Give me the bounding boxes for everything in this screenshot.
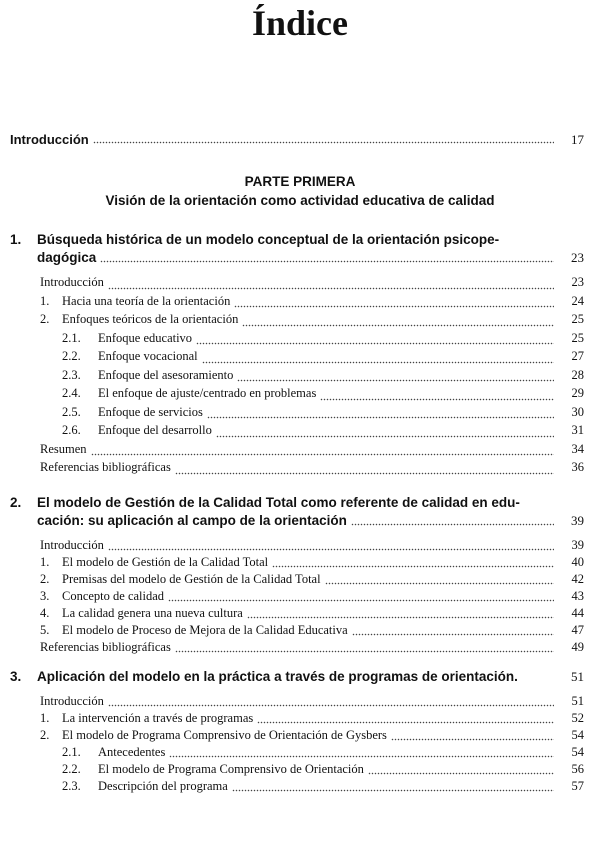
chapter-title-line1: El modelo de Gestión de la Calidad Total como referente de calidad en edu- (37, 495, 520, 510)
entry-label: Resumen (40, 441, 87, 456)
chapter-title-line2: cación: su aplicación al campo de la orientación (37, 513, 347, 528)
toc-entry[interactable] (40, 442, 584, 461)
part-label: PARTE PRIMERA (244, 174, 356, 189)
entry-number: 2.5. (62, 404, 81, 419)
dot-leader (247, 613, 554, 619)
chapter-2 (10, 494, 584, 657)
toc-entry[interactable] (40, 555, 584, 572)
dot-leader (196, 339, 554, 345)
entry-label: La intervención a través de programas (62, 711, 254, 725)
entry-number: 1. (40, 711, 50, 725)
page-number: 27 (571, 349, 584, 363)
toc-entry[interactable] (40, 331, 584, 350)
entry-label: Enfoque del asesoramiento (98, 367, 234, 382)
dot-leader (234, 302, 554, 308)
page-number: 23 (571, 250, 584, 265)
entry-label: Concepto de calidad (62, 589, 165, 603)
entry-label: Referencias bibliográficas (40, 640, 171, 654)
entry-label: Enfoque del desarrollo (98, 423, 212, 437)
page-number: 54 (571, 728, 584, 742)
toc-entry[interactable] (40, 623, 584, 640)
dot-leader (232, 786, 554, 792)
page-number: 51 (571, 694, 584, 708)
toc-entry[interactable] (40, 779, 584, 796)
page-number: 24 (571, 293, 584, 308)
toc-entry[interactable] (40, 538, 584, 555)
chapter-entries (40, 538, 584, 657)
entry-number: 2.3. (62, 367, 81, 382)
dot-leader (175, 469, 554, 475)
entry-label: El modelo de Programa Comprensivo de Orientación (98, 762, 364, 776)
toc-entry[interactable] (40, 606, 584, 623)
toc-entry[interactable] (40, 423, 584, 442)
toc-entry[interactable] (40, 762, 584, 779)
chapter-number: 3. (10, 669, 22, 684)
entry-number: 3. (40, 589, 50, 603)
entry-number: 2. (40, 312, 50, 326)
chapter-1 (10, 231, 584, 479)
dot-leader (325, 579, 554, 585)
entry-label: Introducción (10, 132, 89, 147)
entry-number: 2.1. (62, 745, 81, 759)
dot-leader (169, 752, 554, 758)
dot-leader (351, 520, 554, 526)
toc-entry[interactable] (40, 589, 584, 606)
page-number: 40 (571, 555, 584, 569)
dot-leader (108, 701, 554, 707)
entry-number: 1. (40, 555, 50, 569)
dot-leader (257, 718, 554, 724)
dot-leader (237, 376, 554, 382)
toc-entry[interactable] (40, 572, 584, 589)
toc-entry[interactable] (40, 460, 584, 479)
chapter-heading[interactable] (10, 231, 584, 267)
dot-leader (242, 321, 554, 327)
entry-number: 2.1. (62, 330, 81, 345)
page-number: 42 (571, 572, 584, 586)
toc-entry[interactable] (40, 728, 584, 745)
entry-number: 2.2. (62, 762, 81, 776)
page-number: 57 (571, 779, 584, 793)
chapter-entries (40, 694, 584, 796)
toc-entry[interactable] (40, 745, 584, 762)
dot-leader (108, 284, 554, 290)
page-number: 43 (571, 589, 584, 603)
page-number: 49 (571, 640, 584, 654)
page-number: 39 (571, 513, 584, 528)
chapter-title-line2: dagógica (37, 250, 97, 265)
dot-leader (391, 735, 554, 741)
entry-label: Premisas del modelo de Gestión de la Calidad Total (62, 572, 321, 586)
dot-leader (108, 545, 554, 551)
entry-label: Referencias bibliográficas (40, 460, 171, 474)
entry-label: Enfoques teóricos de la orientación (62, 312, 239, 326)
page-number: 29 (571, 386, 584, 400)
chapter-title-line1: Búsqueda histórica de un modelo conceptual de la orientación psicope- (37, 232, 500, 247)
dot-leader (100, 257, 554, 263)
dot-leader (175, 647, 554, 653)
page-number: 54 (571, 745, 584, 759)
part-subtitle: Visión de la orientación como actividad educativa de calidad (105, 193, 495, 208)
entry-number: 1. (40, 293, 50, 308)
toc-entry[interactable] (40, 312, 584, 331)
entry-label: El enfoque de ajuste/centrado en problemas (98, 386, 317, 400)
chapter-title-line2: Aplicación del modelo en la práctica a través de programas de orientación. (37, 669, 518, 684)
page-number: 36 (571, 460, 584, 474)
entry-number: 2.3. (62, 779, 81, 793)
chapter-number: 1. (10, 232, 22, 247)
chapter-number: 2. (10, 495, 22, 510)
toc-entry[interactable] (40, 386, 584, 405)
page-title: Índice (251, 3, 348, 43)
entry-number: 2. (40, 728, 50, 742)
page-number: 51 (571, 669, 584, 684)
page-number: 39 (571, 538, 584, 552)
dot-leader (93, 138, 554, 144)
toc-entry[interactable] (40, 275, 584, 294)
chapter-heading[interactable] (10, 494, 584, 530)
dot-leader (320, 395, 554, 401)
dot-leader (168, 596, 554, 602)
entry-label: Introducción (40, 694, 104, 708)
page-number: 56 (571, 762, 584, 776)
page-number: 52 (571, 711, 584, 725)
dot-leader (352, 630, 554, 636)
toc-entry[interactable] (40, 349, 584, 368)
toc-entry[interactable] (40, 694, 584, 711)
page-number: 17 (571, 132, 584, 147)
page-number: 28 (571, 367, 584, 382)
page-number: 44 (571, 606, 584, 620)
page-number: 30 (571, 404, 584, 419)
page-number: 25 (571, 330, 584, 345)
dot-leader (216, 432, 554, 438)
entry-label: El modelo de Programa Comprensivo de Orientación de Gysbers (62, 728, 387, 742)
dot-leader (207, 413, 554, 419)
toc-entry[interactable] (40, 711, 584, 728)
entry-number: 5. (40, 623, 50, 637)
entry-label: Introducción (40, 538, 104, 552)
toc-entry-introduccion[interactable] (10, 132, 584, 148)
entry-number: 2.4. (62, 386, 81, 400)
dot-leader (272, 562, 554, 568)
dot-leader (368, 769, 554, 775)
dot-leader (202, 358, 554, 364)
dot-leader (91, 450, 554, 456)
entry-label: El modelo de Proceso de Mejora de la Calidad Educativa (62, 623, 348, 637)
entry-label: Descripción del programa (98, 779, 228, 793)
entry-label: Enfoque educativo (98, 330, 193, 345)
toc-entry[interactable] (40, 640, 584, 657)
chapter-heading[interactable] (10, 668, 584, 686)
page-number: 31 (571, 423, 584, 437)
page-number: 47 (571, 623, 584, 637)
entry-label: Enfoque vocacional (98, 349, 198, 363)
entry-label: Enfoque de servicios (98, 404, 203, 419)
entry-label: Hacia una teoría de la orientación (62, 293, 231, 308)
page-number: 23 (571, 275, 584, 289)
chapter-entries (40, 275, 584, 479)
toc-entry[interactable] (40, 368, 584, 387)
entry-number: 2.2. (62, 349, 81, 363)
toc-entry[interactable] (40, 294, 584, 313)
toc-entry[interactable] (40, 405, 584, 424)
chapter-3 (10, 668, 584, 796)
entry-number: 4. (40, 606, 50, 620)
page-number: 34 (571, 441, 584, 456)
entry-label: El modelo de Gestión de la Calidad Total (62, 555, 269, 569)
page-number: 25 (571, 312, 584, 326)
entry-number: 2.6. (62, 423, 81, 437)
part-heading (0, 172, 600, 210)
entry-label: Antecedentes (98, 745, 166, 759)
entry-label: La calidad genera una nueva cultura (62, 606, 243, 620)
entry-label: Introducción (40, 275, 104, 289)
entry-number: 2. (40, 572, 50, 586)
